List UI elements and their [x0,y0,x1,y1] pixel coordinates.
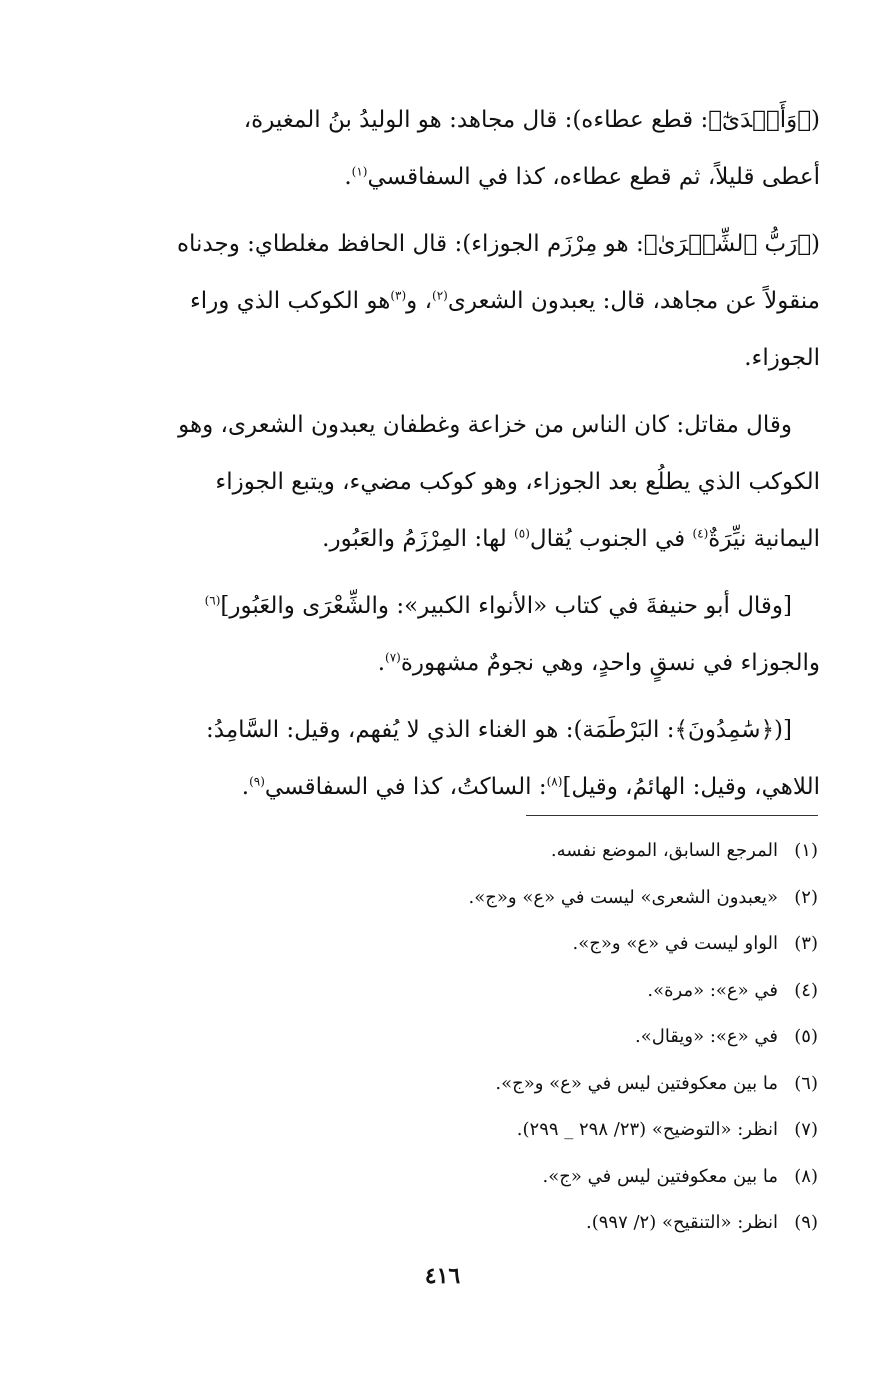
footnote [218,828,818,875]
footnote-text: في «ع»: «ويقال». [635,1026,778,1047]
footnote-number: (٧) [794,1119,818,1140]
footnote-text: ما بين معكوفتين ليس في «ج». [542,1165,778,1187]
paragraph [108,92,820,206]
text-run: . [241,774,250,800]
footnote-marker: (٣) [390,288,407,303]
footnote-marker: (٦) [204,593,221,608]
text-run: . [344,164,352,190]
footnote-text: ما بين معكوفتين ليس في «ع» و«ج». [495,1072,778,1094]
text-line [108,273,820,330]
footnote-marker: (١) [351,164,368,179]
text-run: أعطى قليلاً، ثم قطع عطاءه، كذا في السفاقسي [367,164,820,190]
footnote-number: (٢) [794,886,818,908]
page-number: ٤١٦ [424,1263,461,1289]
text-run: الكوكب الذي يطلُع بعد الجوزاء، وهو كوكب مضيء، ويتبع الجوزاء [215,469,820,495]
footnote-marker: (٢) [432,288,448,303]
footnote [218,1107,818,1154]
footnote-number: (١) [794,840,818,861]
text-line [108,216,820,273]
footnote-marker: (٩) [249,774,265,789]
footnote-text: «يعبدون الشعرى» ليست في «ع» و«ج». [468,886,778,908]
text-line [108,454,820,511]
paragraph [108,702,820,816]
text-run: : البَرْطَمَة): هو الغناء الذي لا يُفهم، وقيل: السَّامِدُ: [206,717,675,743]
footnote [218,921,818,968]
text-run: . [377,650,386,676]
text-run: [وقال أبو حنيفةَ في كتاب «الأنواء الكبير»: والشِّعْرَى والعَبُور] [220,593,792,619]
footnotes [218,828,818,1247]
footnote [218,1014,818,1061]
footnote-marker: (٨) [546,774,563,789]
text-run: ( [811,231,820,257]
footnote [218,1061,818,1108]
text-line [108,397,820,454]
text-run: اليمانية نيِّرَةٌ [708,526,820,552]
footnote-text: المرجع السابق، الموضع نفسه. [550,840,778,861]
footnote-text: الواو ليست في «ع» و«ج». [572,933,778,954]
footnote-text: في «ع»: «مرة». [647,979,778,1001]
main-text [108,92,820,826]
text-run: الجوزاء. [744,345,820,371]
footnote [218,1154,818,1201]
text-run: اللاهي، وقيل: الهائمُ، وقيل] [562,774,820,800]
text-line [108,635,820,692]
footnote-divider [526,815,818,816]
footnote-marker: (٥) [514,526,530,541]
quran-quote: ﴿وَأَكۡدَىٰٓ﴾ [708,107,812,133]
text-run: : قطع عطاءه): قال مجاهد: هو الوليدُ بنُ المغيرة، [243,107,709,133]
quran-quote: ﴿رَبُّ ٱلشِّعۡرَىٰ﴾ [643,231,812,257]
text-run: : هو مِرْزَم الجوزاء): قال الحافظ مغلطاي: وجدناه [176,231,644,257]
text-line [108,511,820,568]
text-line [108,149,820,206]
quran-quote: ﴿سَٰمِدُونَ﴾ [674,717,775,743]
text-line [108,702,820,759]
footnote-number: (٤) [794,979,818,1001]
text-line [108,92,820,149]
footnote-number: (٥) [794,1026,818,1047]
footnote-number: (٩) [794,1212,818,1233]
footnote-number: (٨) [794,1165,818,1187]
text-run: في الجنوب يُقال [529,526,693,552]
text-run: هو الكوكب الذي وراء [189,288,391,314]
footnote-marker: (٤) [692,526,709,541]
text-run: ( [811,107,820,133]
text-run: لها: المِرْزَمُ والعَبُور. [322,526,515,552]
text-line [108,330,820,387]
text-run: وقال مقاتل: كان الناس من خزاعة وغطفان يعبدون الشعرى، وهو [178,412,792,438]
text-run: [( [774,717,792,743]
paragraph [108,216,820,387]
footnote [218,1200,818,1247]
footnote-text: انظر: «التوضيح» (٢٣/ ٢٩٨ _ ٢٩٩). [516,1119,778,1140]
text-run: : الساكتُ، كذا في السفاقسي [264,774,547,800]
text-run: ، و [406,288,433,314]
footnote-number: (٦) [794,1072,818,1094]
footnote-number: (٣) [794,933,818,954]
paragraph [108,578,820,692]
text-line [108,759,820,816]
footnote-text: انظر: «التنقيح» (٢/ ٩٩٧). [585,1212,778,1233]
footnote-marker: (٧) [385,650,401,665]
footnote [218,968,818,1015]
text-run: منقولاً عن مجاهد، قال: يعبدون الشعرى [447,288,820,314]
text-run: والجوزاء في نسقٍ واحدٍ، وهي نجومٌ مشهورة [400,650,820,676]
footnote [218,875,818,922]
paragraph [108,397,820,568]
text-line [108,578,820,635]
